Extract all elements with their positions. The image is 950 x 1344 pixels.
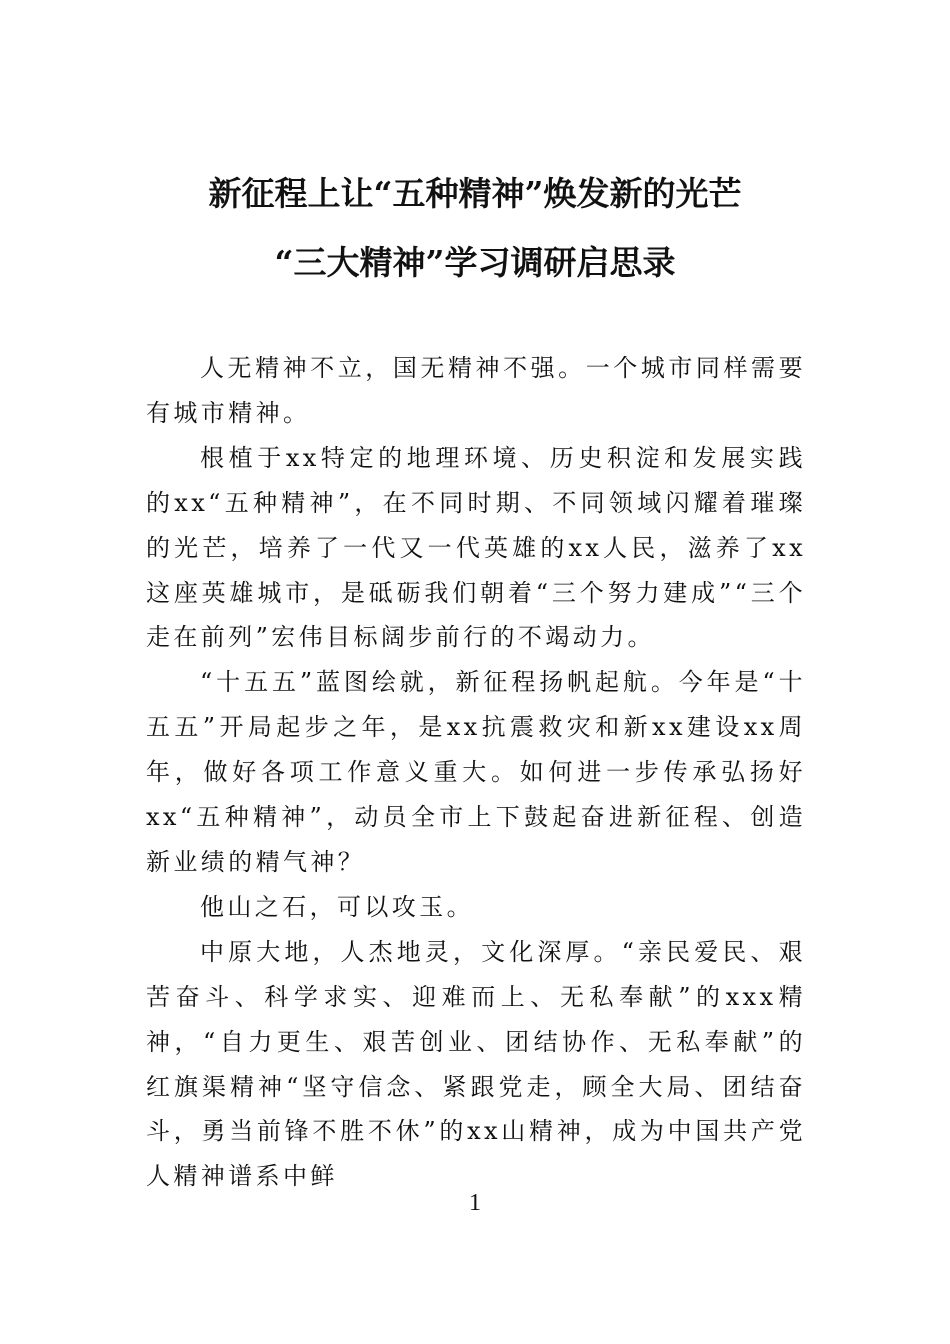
document-title: 新征程上让“五种精神”焕发新的光芒 [208,174,742,213]
page-number: 1 [469,1190,481,1216]
body-paragraph: 中原大地，人杰地灵，文化深厚。“亲民爱民、艰苦奋斗、科学求实、迎难而上、无私奉献”的xxx精神，“自力更生、艰苦创业、团结协作、无私奉献”的红旗渠精神“坚守信念、紧跟党走，顾全大局、团结奋斗，勇当前锋不胜不休”的xx山精神，成为中国共产党人精神谱系中鲜 [146,937,806,1191]
body-paragraph: “十五五”蓝图绘就，新征程扬帆起航。今年是“十五五”开局起步之年，是xx抗震救灾和新xx建设xx周年，做好各项工作意义重大。如何进一步传承弘扬好xx“五种精神”，动员全市上下鼓起奋进新征程、创造新业绩的精气神？ [146,668,806,876]
body-paragraph: 根植于xx特定的地理环境、历史积淀和发展实践的xx“五种精神”，在不同时期、不同领域闪耀着璀璨的光芒，培养了一代又一代英雄的xx人民，滋养了xx这座英雄城市，是砥砺我们朝着“三个努力建成”“三个走在前列”宏伟目标阔步前行的不竭动力。 [146,443,806,652]
document-body [146,346,806,1199]
document-subtitle: “三大精神”学习调研启思录 [274,243,676,282]
body-paragraph: 他山之石，可以攻玉。 [200,892,474,921]
body-paragraph: 人无精神不立，国无精神不强。一个城市同样需要有城市精神。 [146,354,806,427]
